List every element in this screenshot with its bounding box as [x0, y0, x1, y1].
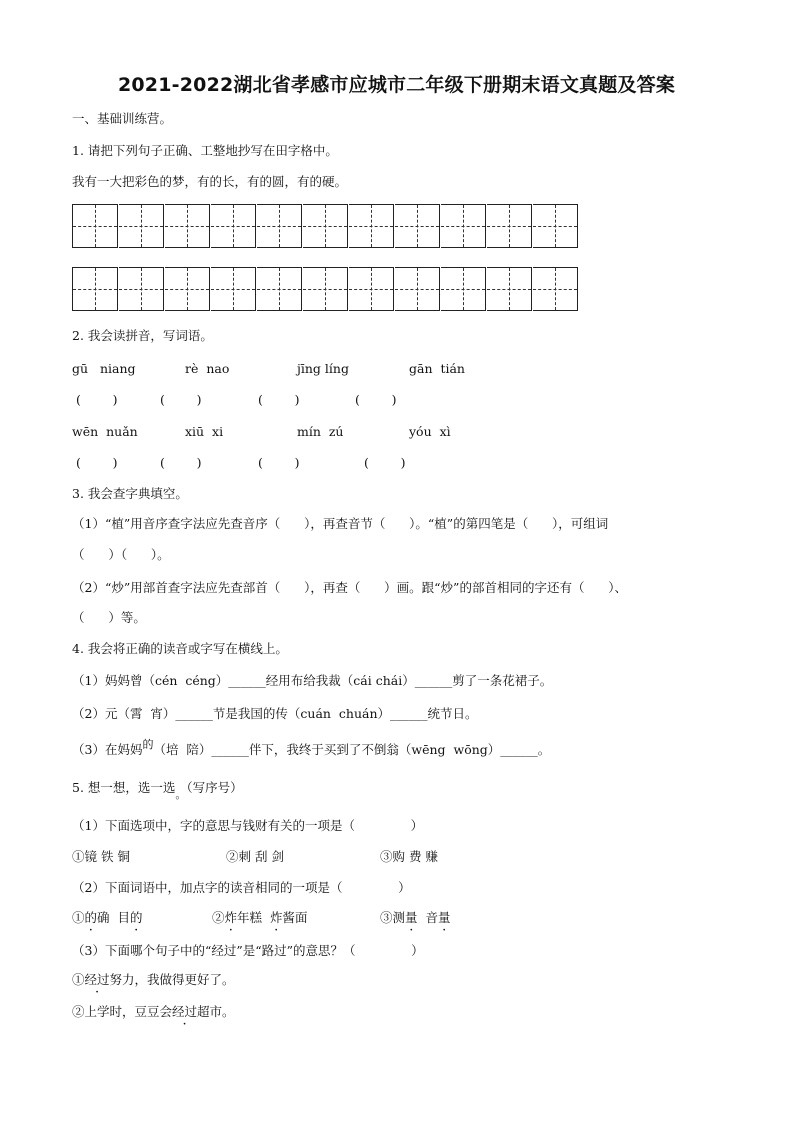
- q5-sub3: （3）下面哪个句子中的“经过”是“路过”的意思？（ ）: [72, 943, 424, 958]
- tianzige-cell[interactable]: [119, 267, 164, 311]
- q5-sub1-option[interactable]: ③购 费 赚: [380, 849, 438, 864]
- q4-line1: （1）妈妈曾（cén céng）______经用布给我裁（cái chái）______剪了一条花裙子。: [72, 673, 553, 688]
- q3-part1-line2: （ ）（ ）。: [72, 547, 170, 562]
- tianzige-cell[interactable]: [165, 267, 210, 311]
- q5-prompt-dot: 。: [175, 788, 187, 801]
- pinyin-item: mín zú: [297, 424, 344, 439]
- answer-blank[interactable]: ( ): [258, 455, 300, 470]
- tianzige-cell[interactable]: [441, 204, 486, 248]
- q5-sub3-option[interactable]: ①经过努力，我做得更好了。: [72, 972, 235, 987]
- tianzige-cell[interactable]: [257, 204, 302, 248]
- answer-blank[interactable]: ( ): [160, 392, 202, 407]
- q5-prompt-main: 5. 想一想，选一选: [72, 780, 176, 795]
- q1-sentence: 我有一大把彩色的梦，有的长，有的圆，有的硬。: [72, 174, 348, 189]
- tianzige-cell[interactable]: [395, 267, 440, 311]
- tianzige-cell[interactable]: [73, 267, 118, 311]
- tianzige-cell[interactable]: [257, 267, 302, 311]
- answer-blank[interactable]: ( ): [76, 455, 118, 470]
- tianzige-cell[interactable]: [533, 204, 578, 248]
- tianzige-grid-row-2[interactable]: [72, 267, 579, 311]
- tianzige-cell[interactable]: [349, 204, 394, 248]
- tianzige-grid-row-1[interactable]: [72, 204, 579, 248]
- q5-sub3-option[interactable]: ②上学时，豆豆会经过超市。: [72, 1004, 235, 1019]
- pinyin-item: jīng líng: [297, 361, 349, 376]
- tianzige-cell[interactable]: [73, 204, 118, 248]
- q5-sub2-option[interactable]: ②炸年糕 炸酱面: [212, 910, 308, 925]
- answer-blank[interactable]: ( ): [355, 392, 397, 407]
- tianzige-cell[interactable]: [165, 204, 210, 248]
- q3-part2-line2: （ ）等。: [72, 610, 146, 625]
- q4-line3-rest: （培 陪）______伴下，我终于买到了不倒翁（wēng wōng）______。: [153, 742, 551, 757]
- q5-prompt: [72, 780, 243, 801]
- q4-line3: [72, 738, 551, 759]
- tianzige-cell[interactable]: [211, 204, 256, 248]
- tianzige-cell[interactable]: [303, 267, 348, 311]
- q3-part1-line1: （1）“植”用音序查字法应先查音序（ ），再查音节（ ）。“植”的第四笔是（ ），可组词: [72, 516, 609, 531]
- q3-prompt: 3. 我会查字典填空。: [72, 486, 188, 501]
- q4-line3-start: （3）在妈妈: [72, 742, 143, 757]
- q5-sub1: （1）下面选项中，字的意思与钱财有关的一项是（ ）: [72, 818, 424, 833]
- answer-blank[interactable]: ( ): [76, 392, 118, 407]
- pinyin-item: gū niang: [72, 361, 136, 376]
- tianzige-cell[interactable]: [533, 267, 578, 311]
- q5-sub2-option[interactable]: ①的确 目的: [72, 910, 143, 925]
- q5-sub1-option[interactable]: ②刺 刮 剑: [226, 849, 284, 864]
- answer-blank[interactable]: ( ): [258, 392, 300, 407]
- q5-sub1-option[interactable]: ①镜 铁 铜: [72, 849, 130, 864]
- section-heading: 一、基础训练营。: [72, 111, 173, 126]
- tianzige-cell[interactable]: [487, 204, 532, 248]
- pinyin-item: yóu xì: [409, 424, 451, 439]
- q4-line2: （2）元（霄 宵）______节是我国的传（cuán chuán）______统节日。: [72, 706, 478, 721]
- tianzige-cell[interactable]: [119, 204, 164, 248]
- q1-prompt: 1. 请把下列句子正确、工整地抄写在田字格中。: [72, 143, 338, 158]
- answer-blank[interactable]: ( ): [160, 455, 202, 470]
- pinyin-item: gān tián: [409, 361, 465, 376]
- tianzige-cell[interactable]: [395, 204, 440, 248]
- tianzige-cell[interactable]: [303, 204, 348, 248]
- tianzige-cell[interactable]: [441, 267, 486, 311]
- q3-part2-line1: （2）“炒”用部首查字法应先查部首（ ），再查（ ）画。跟“炒”的部首相同的字还有（ ）、: [72, 580, 628, 595]
- q4-line3-superscript: 的: [142, 738, 154, 751]
- page-title: 2021-2022湖北省孝感市应城市二年级下册期末语文真题及答案: [117, 74, 676, 96]
- q4-prompt: 4. 我会将正确的读音或字写在横线上。: [72, 641, 288, 656]
- pinyin-item: wēn nuǎn: [72, 424, 138, 439]
- q2-prompt: 2. 我会读拼音，写词语。: [72, 328, 213, 343]
- q5-sub2: （2）下面词语中，加点字的读音相同的一项是（ ）: [72, 880, 411, 895]
- tianzige-cell[interactable]: [349, 267, 394, 311]
- q5-sub2-option[interactable]: ③测量 音量: [380, 910, 451, 925]
- tianzige-cell[interactable]: [211, 267, 256, 311]
- q5-prompt-note: （写序号）: [186, 780, 243, 795]
- pinyin-item: xiū xi: [185, 424, 224, 439]
- answer-blank[interactable]: ( ): [364, 455, 406, 470]
- pinyin-item: rè nao: [185, 361, 230, 376]
- tianzige-cell[interactable]: [487, 267, 532, 311]
